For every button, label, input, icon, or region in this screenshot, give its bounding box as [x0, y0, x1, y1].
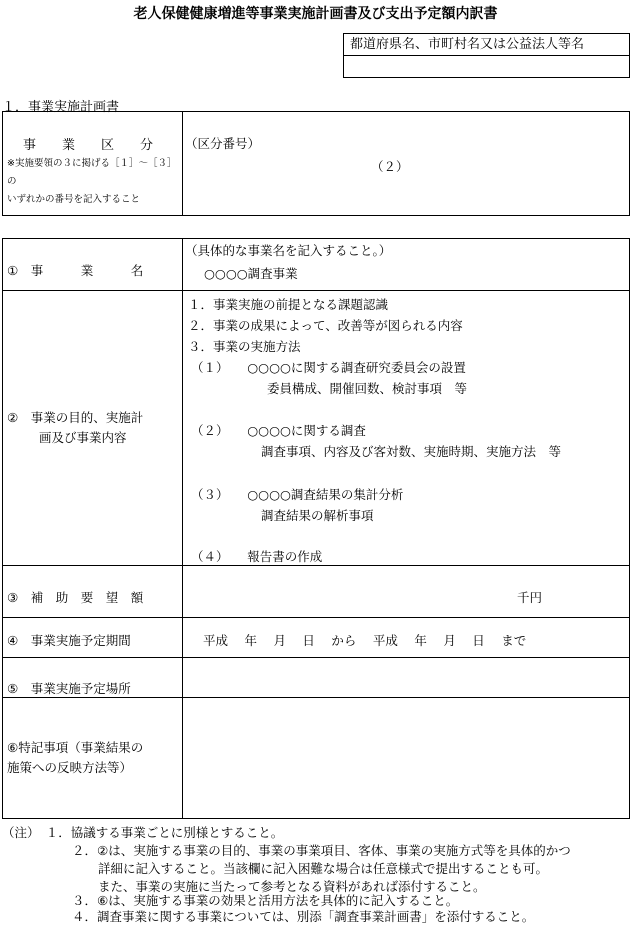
special-label-cell [3, 698, 183, 819]
special-value-cell[interactable] [183, 698, 630, 819]
amount-label-cell [3, 566, 183, 618]
organization-box [343, 33, 630, 78]
purpose-line: 調査事項、内容及び客対数、実施時期、実施方法 等 [261, 444, 562, 459]
category-table [2, 111, 630, 216]
organization-name-field[interactable] [344, 56, 629, 77]
special-label-2: 施策への反映方法等） [7, 760, 133, 775]
place-label: ⑤ 事業実施予定場所 [7, 681, 131, 696]
name-label-cell [3, 239, 183, 291]
amount-value-cell[interactable] [183, 566, 630, 618]
purpose-label-cell [3, 291, 183, 566]
place-label-cell [3, 658, 183, 698]
purpose-label-2: 画及び事業内容 [39, 430, 127, 445]
purpose-content-cell[interactable] [183, 291, 630, 566]
note-line: また、事業の実施に当たって参考となる資料があれば添付すること。 [98, 879, 486, 894]
note-line: ３．⑥は、実施する事業の効果と活用方法を具体的に記入すること。 [72, 893, 459, 908]
note-line: （注） １．協議する事業ごとに別様とすること。 [2, 825, 284, 840]
note-line: ２．②は、実施する事業の目的、事業の事業項目、客体、事業の実施方式等を具体的かつ [72, 843, 571, 858]
note-line: ４．調査事業に関する事業については、別添「調査事業計画書」を添付すること。 [72, 909, 535, 924]
name-label: ① 事 業 名 [7, 262, 144, 278]
period-label: ④ 事業実施予定期間 [7, 633, 131, 648]
category-note-2: いずれかの番号を記入すること [7, 194, 141, 205]
category-label-cell [3, 112, 183, 216]
purpose-line: 委員構成、開催回数、検討事項 等 [267, 381, 468, 396]
section-heading: １．事業実施計画書 [2, 100, 120, 115]
period-value-cell[interactable] [183, 618, 630, 658]
name-value: ○○○○調査事業 [204, 266, 298, 281]
purpose-line: （３） ○○○○調査結果の集計分析 [191, 487, 404, 502]
amount-unit: 千円 [517, 590, 543, 605]
purpose-line: 調査結果の解析事項 [261, 508, 374, 523]
name-hint: （具体的な事業名を記入すること。） [185, 243, 392, 258]
category-number-value: （２） [371, 159, 409, 174]
organization-header: 都道府県名、市町村名又は公益法人等名 [344, 34, 629, 56]
purpose-line: １．事業実施の前提となる課題認識 [188, 297, 389, 312]
purpose-line: （２） ○○○○に関する調査 [191, 423, 366, 438]
name-value-cell[interactable] [183, 239, 630, 291]
category-number-cell[interactable] [183, 112, 630, 216]
purpose-line: ３．事業の実施方法 [188, 339, 301, 354]
category-note-1: ※実施要領の３に掲げる［１］～［３］の [7, 158, 177, 187]
category-label: 事 業 区 分 [23, 138, 154, 153]
note-line: 詳細に記入すること。当該欄に記入困難な場合は任意様式で提出することも可。 [98, 861, 549, 876]
amount-label: ③ 補 助 要 望 額 [7, 590, 144, 605]
category-number-label: （区分番号） [185, 136, 261, 151]
period-value: 平成 年 月 日 から 平成 年 月 日 まで [203, 633, 527, 648]
place-value-cell[interactable] [183, 658, 630, 698]
document-title: 老人保健健康増進等事業実施計画書及び支出予定額内訳書 [133, 6, 498, 22]
plan-table [2, 238, 630, 819]
purpose-line: （４） 報告書の作成 [191, 549, 323, 564]
special-label-1: ⑥特記事項（事業結果の [7, 740, 144, 755]
period-label-cell [3, 618, 183, 658]
purpose-line: （１） ○○○○に関する調査研究委員会の設置 [191, 360, 466, 375]
purpose-label-1: ② 事業の目的、実施計 [7, 410, 144, 425]
purpose-line: ２．事業の成果によって、改善等が図られる内容 [188, 318, 463, 333]
